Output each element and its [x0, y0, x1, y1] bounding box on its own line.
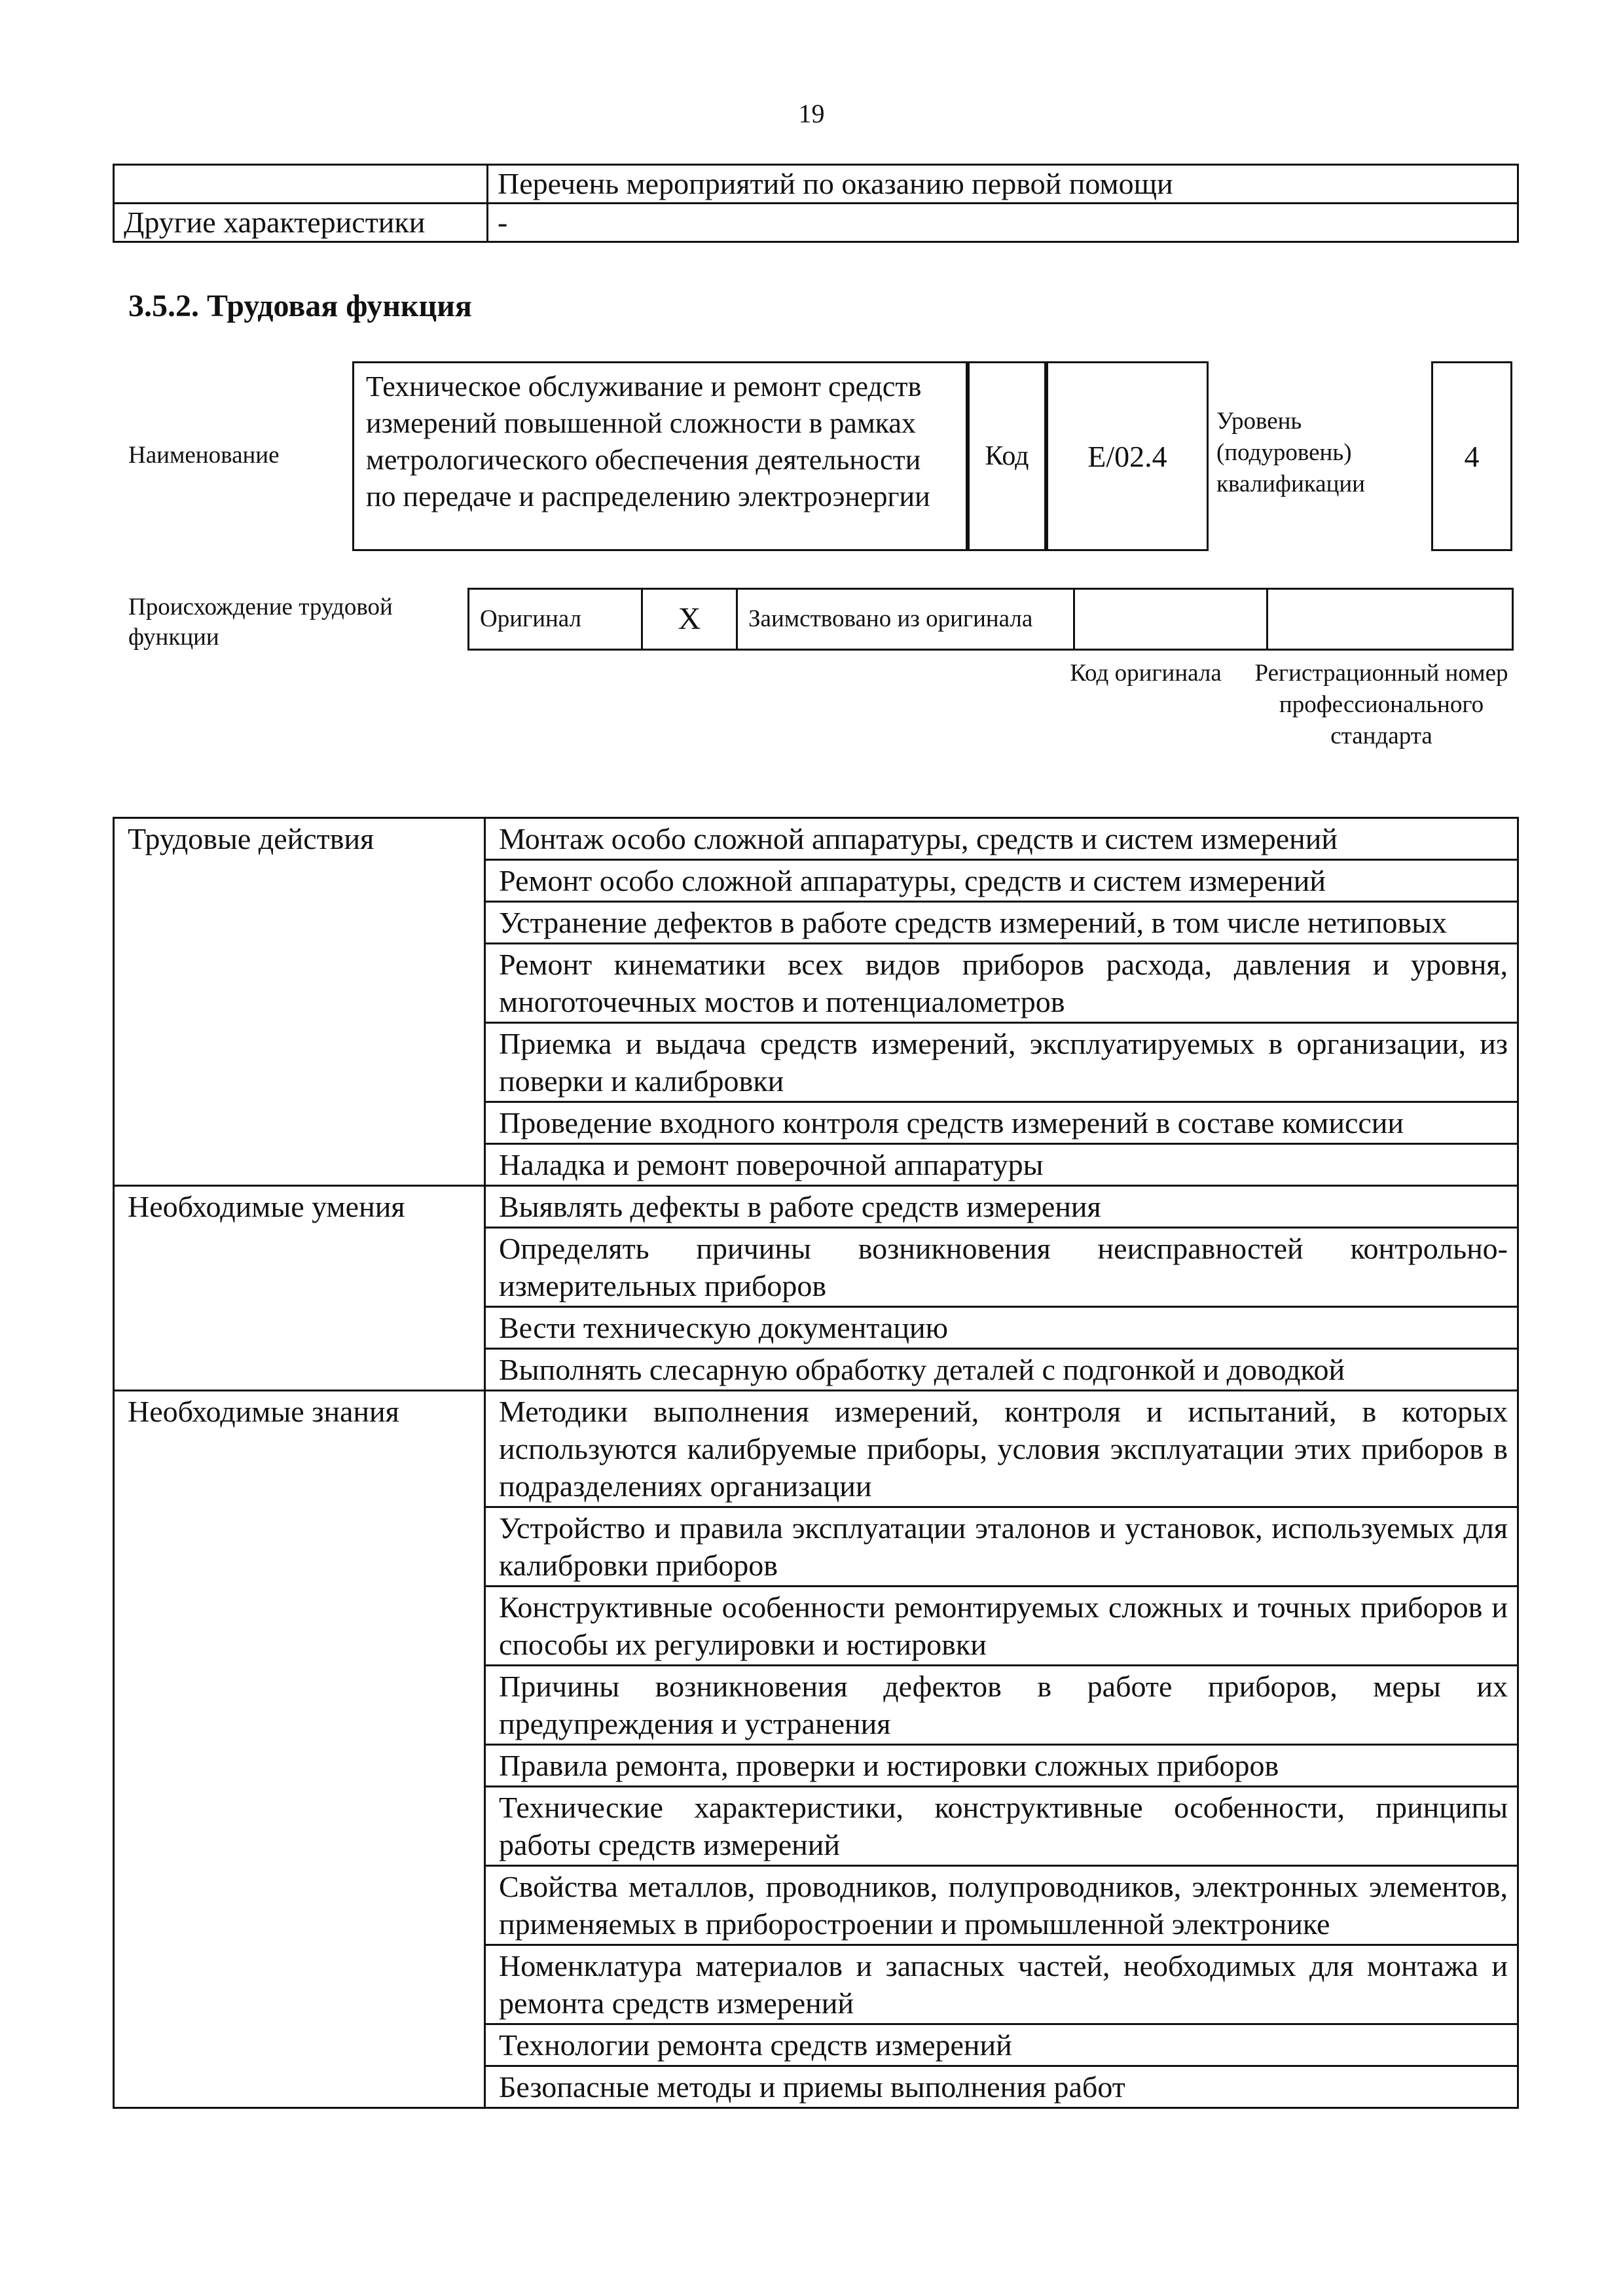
registration-number-cell	[1267, 589, 1513, 650]
item-cell: Выявлять дефекты в работе средств измерения	[485, 1186, 1518, 1228]
item-cell: Приемка и выдача средств измерений, эксплуатируемых в организации, из поверки и калибровки	[485, 1023, 1518, 1102]
item-cell: Правила ремонта, проверки и юстировки сложных приборов	[485, 1745, 1518, 1787]
item-cell: Монтаж особо сложной аппаратуры, средств и систем измерений	[485, 818, 1518, 860]
qualification-level-label: Уровень (подуровень) квалификации	[1216, 408, 1365, 497]
item-cell: Ремонт особо сложной аппаратуры, средств и систем измерений	[485, 860, 1518, 902]
table-row	[114, 165, 1518, 204]
origin-label: Происхождение трудовой функции	[128, 594, 393, 651]
item-cell: Безопасные методы и приемы выполнения работ	[485, 2066, 1518, 2108]
item-cell: Причины возникновения дефектов в работе приборов, меры их предупреждения и устранения	[485, 1666, 1518, 1745]
category-cell: Необходимые умения	[114, 1186, 485, 1391]
qualification-level-value: 4	[1431, 361, 1512, 551]
other-characteristics-label: Другие характеристики	[114, 204, 488, 242]
origin-table	[467, 588, 1514, 651]
code-label: Код	[968, 361, 1046, 551]
table-row	[114, 1391, 1518, 1507]
labor-function-table	[113, 817, 1519, 2109]
item-cell: Номенклатура материалов и запасных частей, необходимых для монтажа и ремонта средств измерений	[485, 1945, 1518, 2024]
category-cell: Трудовые действия	[114, 818, 485, 1186]
code-value: E/02.4	[1046, 361, 1209, 551]
item-cell: Технологии ремонта средств измерений	[485, 2024, 1518, 2066]
function-name-box: Техническое обслуживание и ремонт средств измерений повышенной сложности в рамках метрологического обеспечения деятельности по передаче и распределению электроэнергии	[352, 361, 968, 551]
item-cell: Устройство и правила эксплуатации эталонов и установок, используемых для калибровки приборов	[485, 1507, 1518, 1587]
item-cell: Конструктивные особенности ремонтируемых сложных и точных приборов и способы их регулировки и юстировки	[485, 1587, 1518, 1666]
section-heading: 3.5.2. Трудовая функция	[128, 289, 472, 323]
registration-number-caption: Регистрационный номер профессионального стандарта	[1254, 660, 1508, 749]
original-label: Оригинал	[469, 589, 642, 650]
item-cell: Устранение дефектов в работе средств измерений, в том числе нетиповых	[485, 902, 1518, 944]
page-number: 19	[798, 99, 825, 128]
table-row	[114, 1186, 1518, 1228]
name-label: Наименование	[128, 442, 280, 469]
table-row	[469, 589, 1513, 650]
item-cell: Ремонт кинематики всех видов приборов расхода, давления и уровня, многоточечных мостов и потенциалометров	[485, 944, 1518, 1023]
original-code-cell	[1074, 589, 1267, 650]
original-mark: X	[642, 589, 737, 650]
item-cell: Проведение входного контроля средств измерений в составе комиссии	[485, 1102, 1518, 1144]
item-cell: Наладка и ремонт поверочной аппаратуры	[485, 1144, 1518, 1186]
borrowed-label: Заимствовано из оригинала	[737, 589, 1074, 650]
category-cell: Необходимые знания	[114, 1391, 485, 2108]
first-aid-cell: Перечень мероприятий по оказанию первой помощи	[488, 165, 1518, 204]
item-cell: Методики выполнения измерений, контроля и испытаний, в которых используются калибруемые приборы, условия эксплуатации этих приборов в подразделениях организации	[485, 1391, 1518, 1507]
table-row	[114, 204, 1518, 242]
item-cell: Технические характеристики, конструктивные особенности, принципы работы средств измерений	[485, 1787, 1518, 1866]
item-cell: Свойства металлов, проводников, полупроводников, электронных элементов, применяемых в приборостроении и промышленной электронике	[485, 1866, 1518, 1945]
table-cell-empty	[114, 165, 488, 204]
original-code-caption: Код оригинала	[1070, 660, 1222, 687]
other-characteristics-value: -	[488, 204, 1518, 242]
other-characteristics-table	[113, 164, 1519, 243]
item-cell: Определять причины возникновения неисправностей контрольно-измерительных приборов	[485, 1228, 1518, 1307]
item-cell: Выполнять слесарную обработку деталей с подгонкой и доводкой	[485, 1349, 1518, 1391]
item-cell: Вести техническую документацию	[485, 1307, 1518, 1349]
table-row	[114, 818, 1518, 860]
